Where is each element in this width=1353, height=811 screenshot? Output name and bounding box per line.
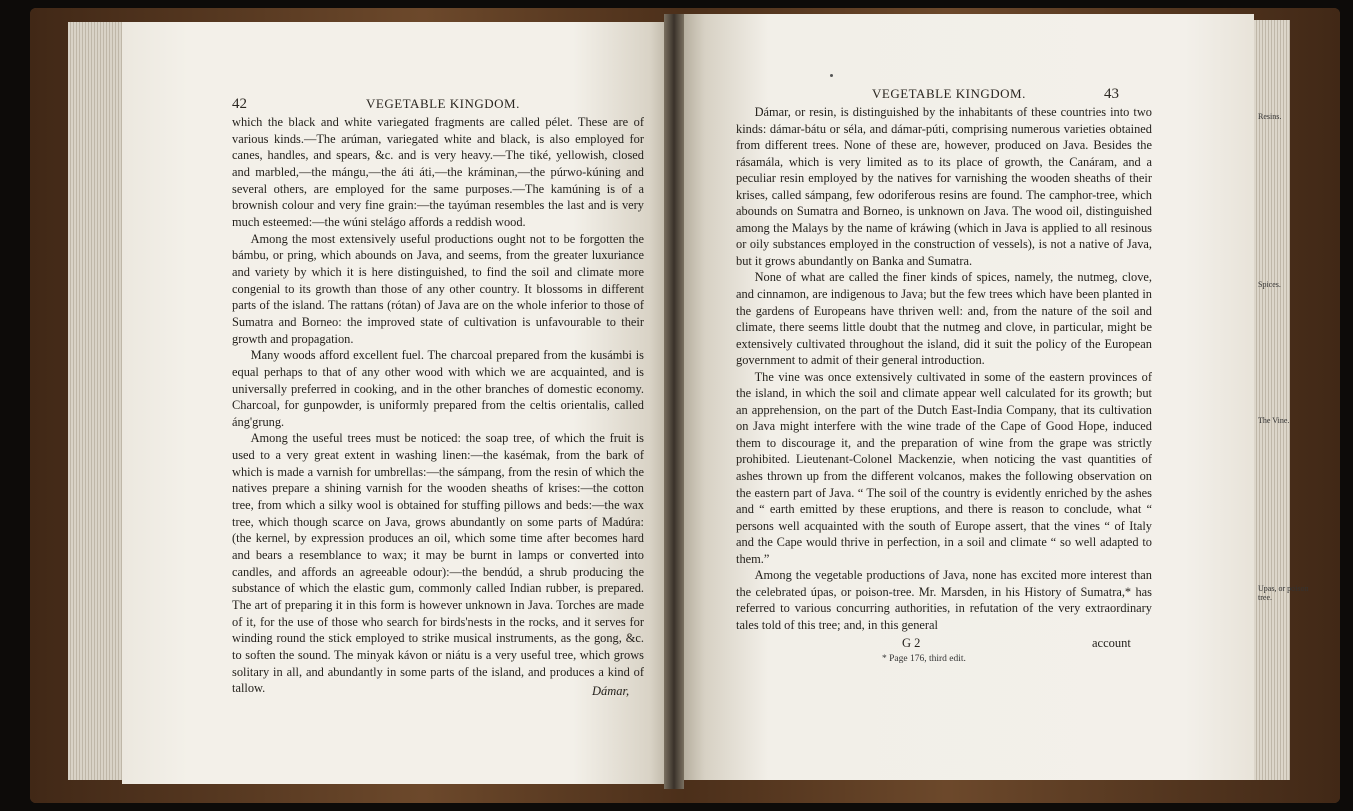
right-paragraph-1: Dámar, or resin, is distinguished by the inhabitants of these countries into two kinds: dámar-bátu or séla, and dámar-púti, comprising numerous varieties obtained from different trees. None of these are, however, produced on Java. Besides the rásamála, which is very limited as to its place of growth, the Canáram, and a peculiar resin employed by the natives for varnishing the wooden sheaths of their krises, called sámpang, few odoriferous resins are found. The camphor-tree, which abounds on Sumatra and Borneo, is unknown on Java. The wood oil, distinguished among the Malays by the name of kráwing (which in Java is applied to all resinous or oily substances employed in the construction of vessels), is not a native of Java, but it grows abundantly on Banka and Sumatra. bbox=[736, 105, 1152, 268]
right-footnote: * Page 176, third edit. bbox=[882, 654, 966, 664]
right-catchword: account bbox=[1092, 636, 1131, 650]
right-paragraph-2: None of what are called the finer kinds of spices, namely, the nutmeg, clove, and cinnamon, are indigenous to Java; but the few trees which have been planted in the gardens of Europeans have thriven well: and, from the nature of the soil and climate, there seems little doubt that the nutmeg and clove, in particular, might be extensively cultivated throughout the island, did it suit the policy of the European government to admit of their general introduction. bbox=[736, 270, 1152, 368]
left-page-edges bbox=[68, 22, 126, 780]
left-paragraph-4: Among the useful trees must be noticed: the soap tree, of which the fruit is used to a very great extent in washing linen:—the kasémak, from the bark of which is made a varnish for umbrellas:—the sámpang, from the resin of which the natives prepare a shining varnish for the wooden sheaths of krises:—the cotton tree, from which a silky wool is obtained for stuffing pillows and beds:—the wax tree, which though scarce on Java, grows abundantly on some parts of Madúra: (the kernel, by expression produces an oil, which some time after becomes hard and bears a resemblance to wax; it may be burnt in lamps or converted into candles, and affords an agreeable odour):—the bendúd, a shrub producing the substance of which the elastic gum, commonly called Indian rubber, is prepared. The art of preparing it in this form is however unknown in Java. Torches are made of it, for the use of those who search for birds'nests in the rocks, and it serves for winding round the stick employed to strike musical instruments, as the gong, &c. to soften the sound. The minyak kávon or niátu is a very useful tree, which grows solitary in all, and abundantly in some parts of the island, and produces a kind of tallow. bbox=[232, 431, 644, 696]
right-signature-mark: G 2 bbox=[902, 636, 921, 650]
page-speck bbox=[830, 74, 833, 77]
left-catchword: Dámar, bbox=[592, 684, 630, 698]
book-gutter bbox=[664, 14, 684, 789]
left-running-head: VEGETABLE KINGDOM. bbox=[366, 96, 520, 111]
right-paragraph-3: The vine was once extensively cultivated in some of the eastern provinces of the island, in which the soil and climate appear well calculated for its growth; but an apprehension, on the part of the Dutch East-India Company, that its cultivation on Java might interfere with the wine trade of the Cape of Good Hope, induced them to discourage it, and the preparation of wine from the grape was strictly prohibited. Lieutenant-Colonel Mackenzie, when noticing the vast quantities of ashes thrown up from the different volcanos, makes the following observation on the eastern part of Java. “ The soil of the country is evidently enriched by the ashes and “ earth emitted by these eruptions, and there is reason to conclude, what “ persons well acquainted with the south of Europe assert, that the vines “ of Italy and the Cape would thrive in perfection, in a soil and climate “ so well adapted to them.” bbox=[736, 369, 1152, 566]
margin-note-upas: Upas, or poison tree. bbox=[1258, 584, 1309, 602]
right-page-body bbox=[736, 104, 1152, 634]
left-page-body bbox=[232, 114, 644, 697]
right-running-head: VEGETABLE KINGDOM. bbox=[872, 86, 1026, 101]
left-paragraph-1: which the black and white variegated fragments are called pélet. These are of various kinds.—The arúman, variegated white and black, is also employed for canes, handles, and spears, &c. and is very heavy.—The tiké, yellowish, closed and marbled,—the mángu,—the áti áti,—the kráminan,—the púrwo-kúning and several others, are employed for the same purposes.—The kamúning is of a brownish colour and very fine grain:—the tayúman resembles the last and is very much esteemed:—the wúni stelágo affords a reddish wood. bbox=[232, 115, 644, 229]
left-page-number: 42 bbox=[232, 96, 247, 112]
margin-note-spices: Spices. bbox=[1258, 280, 1281, 289]
margin-note-vine: The Vine. bbox=[1258, 416, 1290, 425]
right-paragraph-4: Among the vegetable productions of Java, none has excited more interest than the celebrated úpas, or poison-tree. Mr. Marsden, in his History of Sumatra,* has referred to various concurring authorities, in refutation of the very extraordinary tales told of this tree; and, in this general bbox=[736, 568, 1152, 632]
left-paragraph-2: Among the most extensively useful productions ought not to be forgotten the bámbu, or pring, which abounds on Java, and seems, from the greater luxuriance and variety by which it is here distinguished, to find the soil and climate more congenial to its growth than those of any other country. It blossoms in different parts of the island. The rattans (rótan) of Java are on the whole inferior to those of Sumatra and Borneo: the improved state of cultivation is unfavourable to their growth and propagation. bbox=[232, 231, 644, 346]
right-page-number: 43 bbox=[1104, 86, 1119, 102]
left-paragraph-3: Many woods afford excellent fuel. The charcoal prepared from the kusámbi is equal perhaps to that of any other wood with which we are acquainted, and is universally preferred in cooking, and in the other branches of domestic economy. Charcoal, for gunpowder, is uniformly prepared from the celtis orientalis, called áng'grung. bbox=[232, 348, 644, 429]
margin-note-resins: Resins. bbox=[1258, 112, 1282, 121]
